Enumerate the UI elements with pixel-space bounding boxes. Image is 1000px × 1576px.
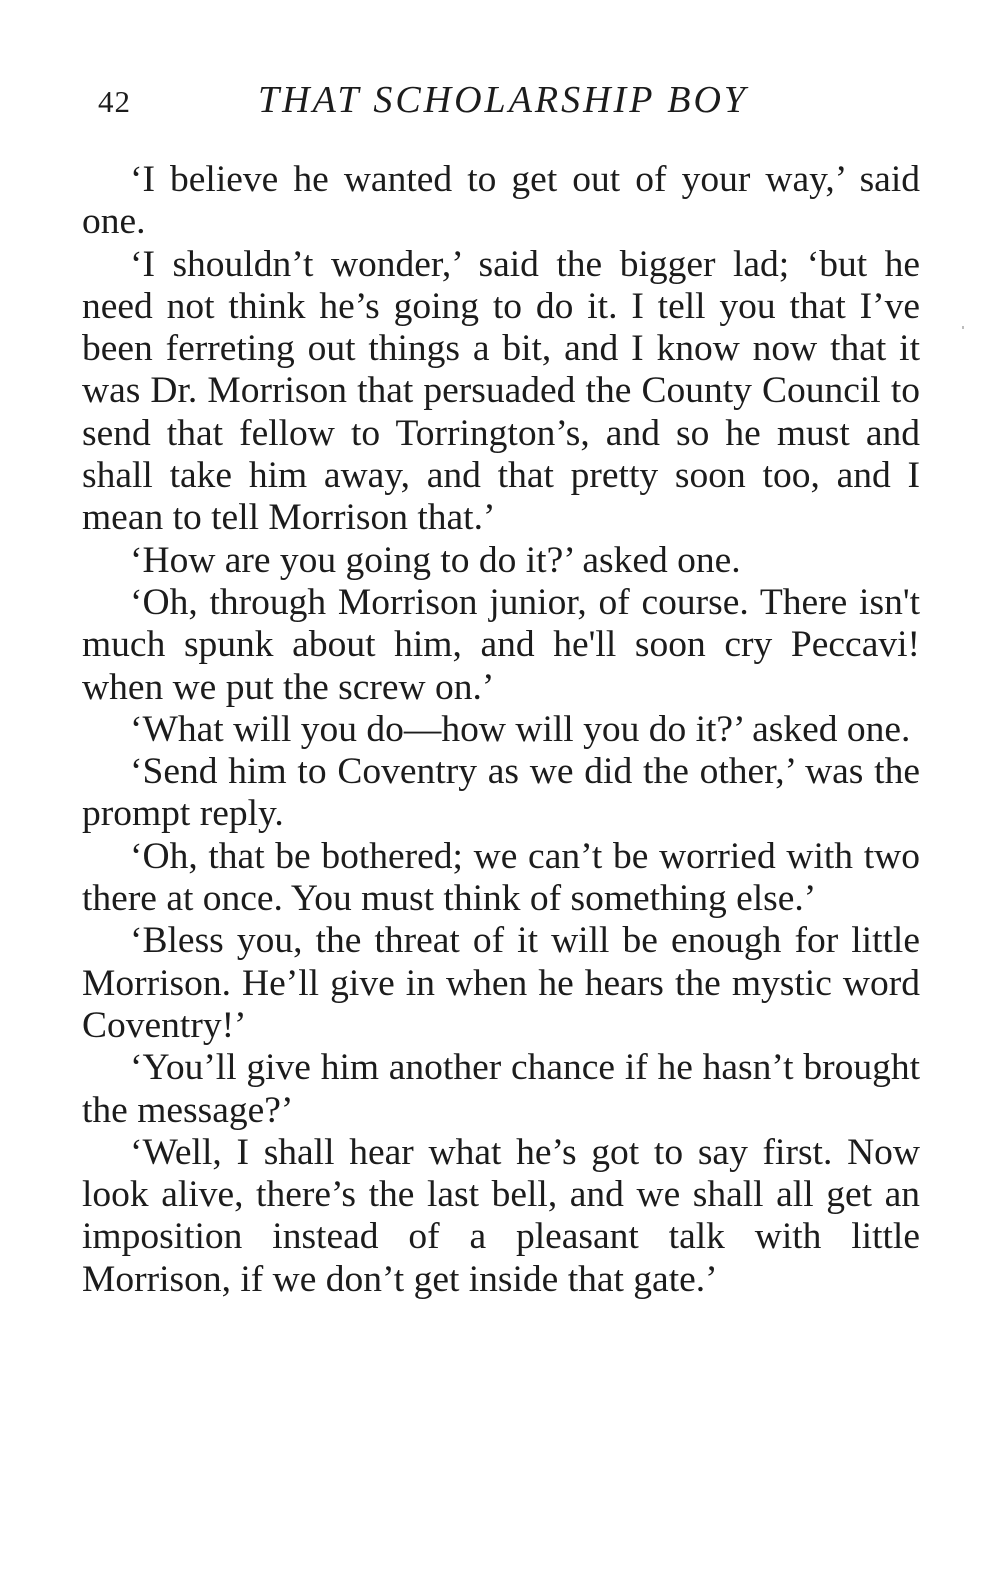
running-title: THAT SCHOLARSHIP BOY [258,79,749,121]
paragraph: ‘Send him to Coventry as we did the other,’ was the prompt reply. [82,751,920,835]
page-header [82,78,920,128]
page-number: 42 [98,84,131,119]
paragraph: ‘Bless you, the threat of it will be enough for little Morrison. He’ll give in when he hears the mystic word Coventry!’ [82,920,920,1046]
paragraph: ‘Oh, that be bothered; we can’t be worried with two there at once. You must think of something else.’ [82,835,920,920]
paragraph: ‘Oh, through Morrison junior, of course. There isn't much spunk about him, and he'll soon cry Peccavi! when we put the screw on.’ [82,581,920,708]
body-text [82,159,920,1301]
paragraph: ‘You’ll give him another chance if he hasn’t brought the message?’ [82,1047,920,1131]
paragraph: ‘I believe he wanted to get out of your way,’ said one. [82,159,920,243]
paragraph: ‘How are you going to do it?’ asked one. [130,539,741,581]
paragraph: ‘I shouldn’t wonder,’ said the bigger lad; ‘but he need not think he’s going to do it. I tell you that I’ve been ferreting out things a bit, and I know now that it was Dr. Morrison that persuaded the County Council to send that fellow to Torrington’s, and so he must and shall take him away, and that pretty soon too, and I mean to tell Morrison that.’ [82,243,920,539]
paragraph: ‘What will you do—how will you do it?’ asked one. [130,708,911,750]
paragraph: ‘Well, I shall hear what he’s got to say first. Now look alive, there’s the last bell, and we shall all get an imposition instead of a pleasant talk with little Morrison, if we don’t get inside that gate.’ [82,1131,920,1300]
margin-speck [962,326,964,329]
